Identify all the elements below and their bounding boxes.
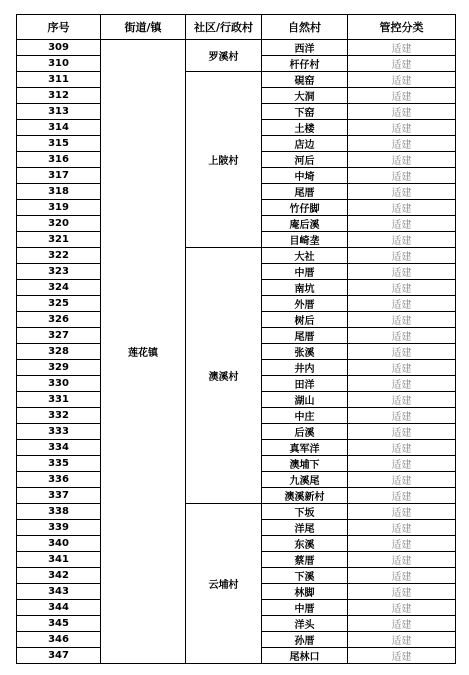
natural-village-cell: 澳埔下: [262, 456, 348, 472]
table-body: [17, 40, 456, 664]
natural-village-cell: 澳溪新村: [262, 488, 348, 504]
natural-village-cell: 店边: [262, 136, 348, 152]
control-category-cell: 适建: [348, 216, 456, 232]
natural-village-cell: 竹仔脚: [262, 200, 348, 216]
natural-village-cell: 洋头: [262, 616, 348, 632]
control-category-cell: 适建: [348, 392, 456, 408]
community-cell: 罗溪村: [186, 40, 262, 72]
row-index: 333: [17, 424, 101, 440]
row-index: 321: [17, 232, 101, 248]
natural-village-cell: 杆仔村: [262, 56, 348, 72]
control-category-cell: 适建: [348, 472, 456, 488]
row-index: 334: [17, 440, 101, 456]
header-index: 序号: [17, 15, 101, 40]
row-index: 313: [17, 104, 101, 120]
natural-village-cell: 中厝: [262, 264, 348, 280]
row-index: 317: [17, 168, 101, 184]
natural-village-cell: 下坂: [262, 504, 348, 520]
control-category-cell: 适建: [348, 232, 456, 248]
natural-village-cell: 树后: [262, 312, 348, 328]
row-index: 331: [17, 392, 101, 408]
row-index: 328: [17, 344, 101, 360]
natural-village-cell: 尾厝: [262, 184, 348, 200]
natural-village-cell: 蔡厝: [262, 552, 348, 568]
row-index: 309: [17, 40, 101, 56]
control-category-cell: 适建: [348, 648, 456, 664]
row-index: 332: [17, 408, 101, 424]
row-index: 343: [17, 584, 101, 600]
row-index: 326: [17, 312, 101, 328]
table-row: [17, 72, 456, 88]
control-category-cell: 适建: [348, 56, 456, 72]
control-category-cell: 适建: [348, 600, 456, 616]
control-category-cell: 适建: [348, 312, 456, 328]
row-index: 323: [17, 264, 101, 280]
natural-village-cell: 硯窑: [262, 72, 348, 88]
natural-village-cell: 南坑: [262, 280, 348, 296]
control-category-cell: 适建: [348, 40, 456, 56]
row-index: 344: [17, 600, 101, 616]
natural-village-cell: 洋尾: [262, 520, 348, 536]
control-category-cell: 适建: [348, 536, 456, 552]
control-category-cell: 适建: [348, 184, 456, 200]
row-index: 315: [17, 136, 101, 152]
row-index: 347: [17, 648, 101, 664]
natural-village-cell: 目崎垄: [262, 232, 348, 248]
row-index: 312: [17, 88, 101, 104]
control-category-cell: 适建: [348, 136, 456, 152]
natural-village-cell: 湖山: [262, 392, 348, 408]
control-category-cell: 适建: [348, 152, 456, 168]
row-index: 318: [17, 184, 101, 200]
natural-village-cell: 中厝: [262, 600, 348, 616]
table-row: [17, 504, 456, 520]
row-index: 310: [17, 56, 101, 72]
natural-village-cell: 中埼: [262, 168, 348, 184]
natural-village-cell: 林脚: [262, 584, 348, 600]
natural-village-cell: 尾林口: [262, 648, 348, 664]
natural-village-cell: 下溪: [262, 568, 348, 584]
village-control-table: [16, 14, 456, 664]
row-index: 342: [17, 568, 101, 584]
control-category-cell: 适建: [348, 488, 456, 504]
row-index: 341: [17, 552, 101, 568]
natural-village-cell: 土楼: [262, 120, 348, 136]
natural-village-cell: 后溪: [262, 424, 348, 440]
community-cell: 上陂村: [186, 72, 262, 248]
row-index: 339: [17, 520, 101, 536]
natural-village-cell: 田洋: [262, 376, 348, 392]
header-natural-village: 自然村: [262, 15, 348, 40]
natural-village-cell: 张溪: [262, 344, 348, 360]
row-index: 320: [17, 216, 101, 232]
control-category-cell: 适建: [348, 88, 456, 104]
row-index: 335: [17, 456, 101, 472]
natural-village-cell: 河后: [262, 152, 348, 168]
natural-village-cell: 外厝: [262, 296, 348, 312]
community-cell: 云埔村: [186, 504, 262, 664]
control-category-cell: 适建: [348, 568, 456, 584]
natural-village-cell: 井内: [262, 360, 348, 376]
row-index: 329: [17, 360, 101, 376]
natural-village-cell: 孙厝: [262, 632, 348, 648]
natural-village-cell: 西洋: [262, 40, 348, 56]
control-category-cell: 适建: [348, 248, 456, 264]
row-index: 324: [17, 280, 101, 296]
control-category-cell: 适建: [348, 200, 456, 216]
natural-village-cell: 尾厝: [262, 328, 348, 344]
control-category-cell: 适建: [348, 408, 456, 424]
natural-village-cell: 九溪尾: [262, 472, 348, 488]
control-category-cell: 适建: [348, 424, 456, 440]
natural-village-cell: 下窑: [262, 104, 348, 120]
row-index: 322: [17, 248, 101, 264]
control-category-cell: 适建: [348, 280, 456, 296]
natural-village-cell: 庵后溪: [262, 216, 348, 232]
control-category-cell: 适建: [348, 520, 456, 536]
control-category-cell: 适建: [348, 584, 456, 600]
header-community: 社区/行政村: [186, 15, 262, 40]
control-category-cell: 适建: [348, 104, 456, 120]
natural-village-cell: 大社: [262, 248, 348, 264]
row-index: 319: [17, 200, 101, 216]
row-index: 311: [17, 72, 101, 88]
control-category-cell: 适建: [348, 504, 456, 520]
natural-village-cell: 中庄: [262, 408, 348, 424]
control-category-cell: 适建: [348, 360, 456, 376]
natural-village-cell: 东溪: [262, 536, 348, 552]
table-row: [17, 248, 456, 264]
community-cell: 澳溪村: [186, 248, 262, 504]
row-index: 327: [17, 328, 101, 344]
row-index: 338: [17, 504, 101, 520]
row-index: 340: [17, 536, 101, 552]
control-category-cell: 适建: [348, 296, 456, 312]
control-category-cell: 适建: [348, 552, 456, 568]
control-category-cell: 适建: [348, 72, 456, 88]
table-row: [17, 40, 456, 56]
row-index: 316: [17, 152, 101, 168]
control-category-cell: 适建: [348, 168, 456, 184]
control-category-cell: 适建: [348, 456, 456, 472]
control-category-cell: 适建: [348, 344, 456, 360]
row-index: 336: [17, 472, 101, 488]
natural-village-cell: 大洞: [262, 88, 348, 104]
row-index: 314: [17, 120, 101, 136]
header-street: 街道/镇: [101, 15, 186, 40]
row-index: 345: [17, 616, 101, 632]
natural-village-cell: 真军洋: [262, 440, 348, 456]
street-cell: 莲花镇: [101, 40, 186, 664]
row-index: 325: [17, 296, 101, 312]
control-category-cell: 适建: [348, 616, 456, 632]
control-category-cell: 适建: [348, 440, 456, 456]
control-category-cell: 适建: [348, 376, 456, 392]
row-index: 330: [17, 376, 101, 392]
control-category-cell: 适建: [348, 632, 456, 648]
control-category-cell: 适建: [348, 328, 456, 344]
control-category-cell: 适建: [348, 264, 456, 280]
header-row: [17, 15, 456, 40]
row-index: 337: [17, 488, 101, 504]
control-category-cell: 适建: [348, 120, 456, 136]
header-control-category: 管控分类: [348, 15, 456, 40]
row-index: 346: [17, 632, 101, 648]
